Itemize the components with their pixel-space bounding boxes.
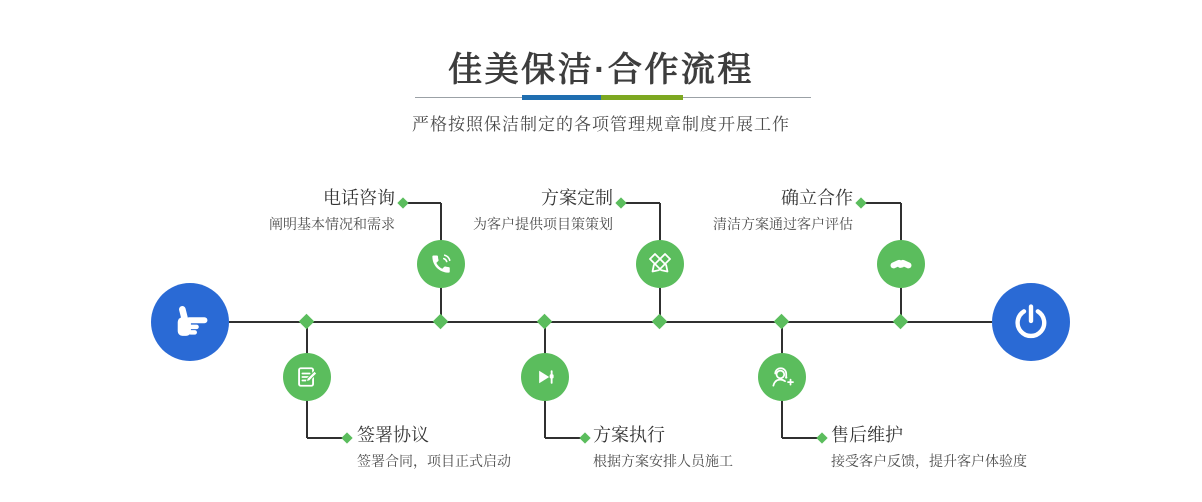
connector-line xyxy=(545,437,582,439)
power-icon xyxy=(1010,301,1052,343)
step-title: 确立合作 xyxy=(781,188,853,208)
page-subtitle: 严格按照保洁制定的各项管理规章制度开展工作 xyxy=(412,115,790,134)
start-node xyxy=(151,283,229,361)
timeline-node-diamond xyxy=(893,314,909,330)
step-node-phone xyxy=(417,240,465,288)
step-node-cooperate xyxy=(877,240,925,288)
timeline-node-diamond xyxy=(433,314,449,330)
step-node-plan xyxy=(636,240,684,288)
step-node-aftersale xyxy=(758,353,806,401)
step-node-sign xyxy=(283,353,331,401)
timeline-node-diamond xyxy=(537,314,553,330)
step-desc: 签署合同，项目正式启动 xyxy=(357,453,511,469)
play-slider-icon xyxy=(531,363,559,391)
connector-line xyxy=(862,202,901,204)
step-desc: 阐明基本情况和需求 xyxy=(269,216,395,232)
timeline-node-diamond xyxy=(652,314,668,330)
hand-pointer-icon xyxy=(168,300,212,344)
step-label-phone xyxy=(269,187,395,233)
step-label-aftersale xyxy=(831,424,1027,470)
title-divider-green-segment xyxy=(601,95,683,100)
crossed-pencils-icon xyxy=(646,250,674,278)
connector-line xyxy=(404,202,441,204)
customer-service-icon xyxy=(768,363,796,391)
step-desc: 清洁方案通过客户评估 xyxy=(713,216,853,232)
timeline-line xyxy=(229,321,992,323)
end-node xyxy=(992,283,1070,361)
step-title: 售后维护 xyxy=(831,425,903,445)
timeline-node-diamond xyxy=(774,314,790,330)
label-diamond xyxy=(615,197,626,208)
label-diamond xyxy=(816,432,827,443)
step-desc: 为客户提供项目策策划 xyxy=(473,216,613,232)
step-label-plan xyxy=(473,187,613,233)
step-label-execute xyxy=(593,424,733,470)
label-diamond xyxy=(397,197,408,208)
label-diamond xyxy=(855,197,866,208)
contract-icon xyxy=(293,363,321,391)
step-desc: 根据方案安排人员施工 xyxy=(593,453,733,469)
step-title: 方案执行 xyxy=(593,425,665,445)
step-node-execute xyxy=(521,353,569,401)
page-title: 佳美保洁·合作流程 xyxy=(448,51,754,89)
label-diamond xyxy=(341,432,352,443)
step-label-cooperate xyxy=(713,187,853,233)
handshake-icon xyxy=(887,250,915,278)
step-label-sign xyxy=(357,424,511,470)
phone-icon xyxy=(427,250,455,278)
step-title: 签署协议 xyxy=(357,425,429,445)
connector-line xyxy=(782,437,819,439)
timeline-node-diamond xyxy=(299,314,315,330)
title-divider-blue-segment xyxy=(522,95,601,100)
step-desc: 接受客户反馈，提升客户体验度 xyxy=(831,453,1027,469)
connector-line xyxy=(622,202,660,204)
connector-line xyxy=(307,437,344,439)
step-title: 电话咨询 xyxy=(323,188,395,208)
label-diamond xyxy=(579,432,590,443)
step-title: 方案定制 xyxy=(541,188,613,208)
